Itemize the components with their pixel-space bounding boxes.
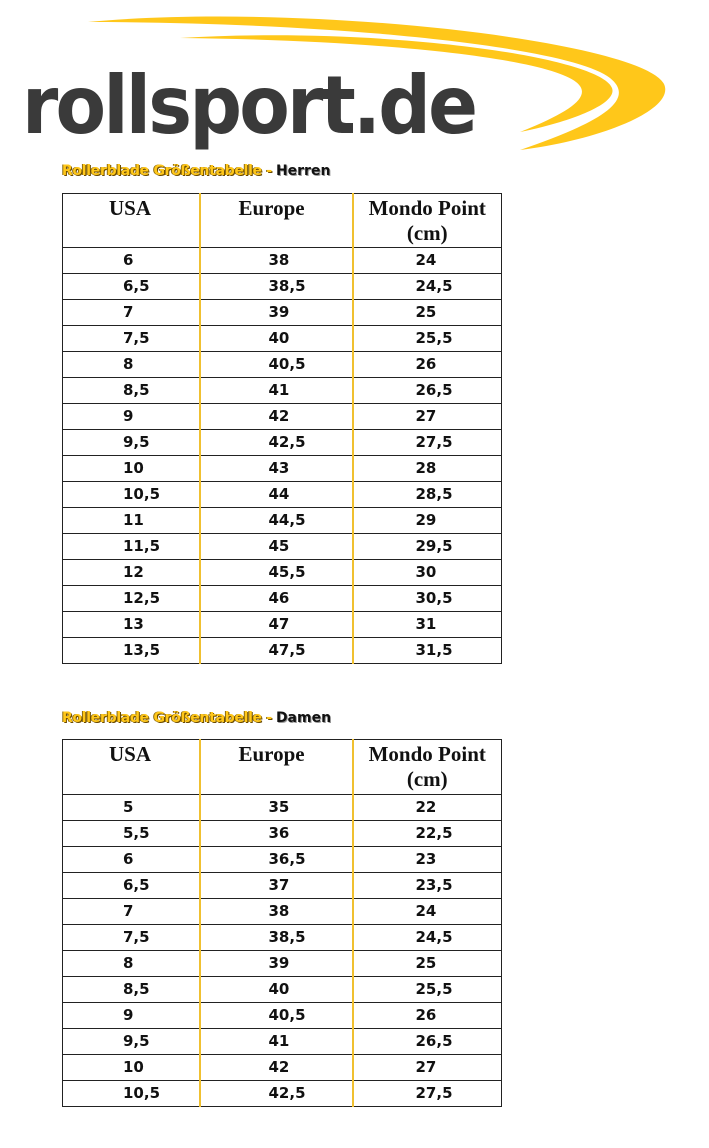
table-row (63, 638, 502, 664)
table-row (63, 1081, 502, 1107)
cell-europe: 44,5 (200, 508, 353, 534)
cell-europe: 39 (200, 951, 353, 977)
cell-europe: 42,5 (200, 430, 353, 456)
cell-mondo-point: 29 (353, 508, 502, 534)
cell-mondo-point: 26 (353, 1003, 502, 1029)
cell-usa: 6 (63, 248, 200, 274)
section-title-highlight: Rollerblade Größentabelle - (62, 163, 272, 179)
cell-europe: 41 (200, 378, 353, 404)
cell-usa: 10,5 (63, 1081, 200, 1107)
cell-usa: 8,5 (63, 977, 200, 1003)
cell-europe: 45,5 (200, 560, 353, 586)
table-row (63, 326, 502, 352)
cell-mondo-point: 24 (353, 899, 502, 925)
size-table-damen (62, 739, 502, 1107)
table-body-damen (63, 795, 502, 1107)
section-title-highlight: Rollerblade Größentabelle - (62, 710, 272, 726)
cell-mondo-point: 27 (353, 404, 502, 430)
cell-europe: 36,5 (200, 847, 353, 873)
table-row (63, 1003, 502, 1029)
cell-europe: 35 (200, 795, 353, 821)
cell-mondo-point: 28,5 (353, 482, 502, 508)
cell-mondo-point: 24,5 (353, 925, 502, 951)
header-mondo-point (353, 740, 502, 795)
cell-europe: 41 (200, 1029, 353, 1055)
cell-mondo-point: 30 (353, 560, 502, 586)
cell-europe: 40 (200, 977, 353, 1003)
cell-mondo-point: 27 (353, 1055, 502, 1081)
cell-usa: 9 (63, 1003, 200, 1029)
cell-usa: 10 (63, 1055, 200, 1081)
cell-europe: 40,5 (200, 1003, 353, 1029)
table-row (63, 586, 502, 612)
cell-usa: 9,5 (63, 430, 200, 456)
cell-mondo-point: 26 (353, 352, 502, 378)
cell-mondo-point: 25,5 (353, 977, 502, 1003)
cell-usa: 5 (63, 795, 200, 821)
cell-mondo-point: 25 (353, 300, 502, 326)
cell-mondo-point: 25 (353, 951, 502, 977)
cell-mondo-point: 22 (353, 795, 502, 821)
size-table-herren (62, 193, 502, 664)
table-row (63, 482, 502, 508)
section-title-damen (62, 709, 331, 727)
cell-europe: 46 (200, 586, 353, 612)
logo-wordmark: rollsport.de (22, 59, 476, 152)
table-row (63, 508, 502, 534)
cell-europe: 42 (200, 1055, 353, 1081)
cell-mondo-point: 24 (353, 248, 502, 274)
cell-usa: 6,5 (63, 873, 200, 899)
header-usa: USA (63, 740, 200, 795)
cell-usa: 8 (63, 951, 200, 977)
table-row (63, 951, 502, 977)
table-row (63, 248, 502, 274)
table-row (63, 560, 502, 586)
cell-usa: 10 (63, 456, 200, 482)
cell-usa: 12 (63, 560, 200, 586)
cell-mondo-point: 26,5 (353, 378, 502, 404)
cell-mondo-point: 25,5 (353, 326, 502, 352)
cell-usa: 6 (63, 847, 200, 873)
cell-europe: 40 (200, 326, 353, 352)
cell-mondo-point: 23,5 (353, 873, 502, 899)
header-usa: USA (63, 194, 200, 248)
cell-europe: 39 (200, 300, 353, 326)
cell-europe: 43 (200, 456, 353, 482)
cell-europe: 37 (200, 873, 353, 899)
table-row (63, 1029, 502, 1055)
cell-europe: 47,5 (200, 638, 353, 664)
table-row (63, 274, 502, 300)
cell-usa: 7,5 (63, 326, 200, 352)
cell-europe: 38 (200, 248, 353, 274)
header-mondo-point-label: Mondo Point (368, 742, 486, 766)
table-body-herren (63, 248, 502, 664)
section-title-suffix: Herren (275, 163, 331, 179)
table-row (63, 378, 502, 404)
cell-usa: 7 (63, 300, 200, 326)
table-row (63, 1055, 502, 1081)
cell-europe: 36 (200, 821, 353, 847)
cell-mondo-point: 31 (353, 612, 502, 638)
header-europe: Europe (200, 740, 353, 795)
cell-usa: 13,5 (63, 638, 200, 664)
cell-europe: 38,5 (200, 274, 353, 300)
cell-mondo-point: 31,5 (353, 638, 502, 664)
table-header-row (63, 194, 502, 248)
table-row (63, 300, 502, 326)
cell-europe: 44 (200, 482, 353, 508)
table-row (63, 795, 502, 821)
cell-europe: 38 (200, 899, 353, 925)
header-mondo-point-label: Mondo Point (368, 196, 486, 220)
cell-europe: 42,5 (200, 1081, 353, 1107)
cell-usa: 10,5 (63, 482, 200, 508)
table-row (63, 899, 502, 925)
table-row (63, 430, 502, 456)
cell-usa: 12,5 (63, 586, 200, 612)
cell-usa: 8,5 (63, 378, 200, 404)
cell-usa: 6,5 (63, 274, 200, 300)
cell-mondo-point: 27,5 (353, 430, 502, 456)
cell-mondo-point: 26,5 (353, 1029, 502, 1055)
header-mondo-point (353, 194, 502, 248)
header-mondo-point-unit: (cm) (406, 767, 448, 791)
cell-europe: 45 (200, 534, 353, 560)
table-row (63, 456, 502, 482)
table-header-row (63, 740, 502, 795)
cell-mondo-point: 23 (353, 847, 502, 873)
cell-mondo-point: 30,5 (353, 586, 502, 612)
logo (0, 0, 709, 160)
cell-usa: 13 (63, 612, 200, 638)
table-row (63, 534, 502, 560)
table-row (63, 821, 502, 847)
section-title-suffix: Damen (275, 710, 332, 726)
cell-europe: 40,5 (200, 352, 353, 378)
cell-usa: 9 (63, 404, 200, 430)
cell-mondo-point: 28 (353, 456, 502, 482)
table-row (63, 847, 502, 873)
cell-europe: 38,5 (200, 925, 353, 951)
cell-mondo-point: 22,5 (353, 821, 502, 847)
cell-usa: 9,5 (63, 1029, 200, 1055)
cell-usa: 5,5 (63, 821, 200, 847)
cell-usa: 11,5 (63, 534, 200, 560)
header-europe: Europe (200, 194, 353, 248)
cell-europe: 47 (200, 612, 353, 638)
header-mondo-point-unit: (cm) (406, 221, 448, 245)
table-row (63, 873, 502, 899)
table-row (63, 352, 502, 378)
cell-mondo-point: 27,5 (353, 1081, 502, 1107)
section-title-herren (62, 162, 330, 180)
cell-usa: 7,5 (63, 925, 200, 951)
cell-mondo-point: 24,5 (353, 274, 502, 300)
cell-mondo-point: 29,5 (353, 534, 502, 560)
table-row (63, 925, 502, 951)
table-row (63, 977, 502, 1003)
table-row (63, 612, 502, 638)
cell-usa: 8 (63, 352, 200, 378)
cell-usa: 11 (63, 508, 200, 534)
table-row (63, 404, 502, 430)
cell-usa: 7 (63, 899, 200, 925)
cell-europe: 42 (200, 404, 353, 430)
